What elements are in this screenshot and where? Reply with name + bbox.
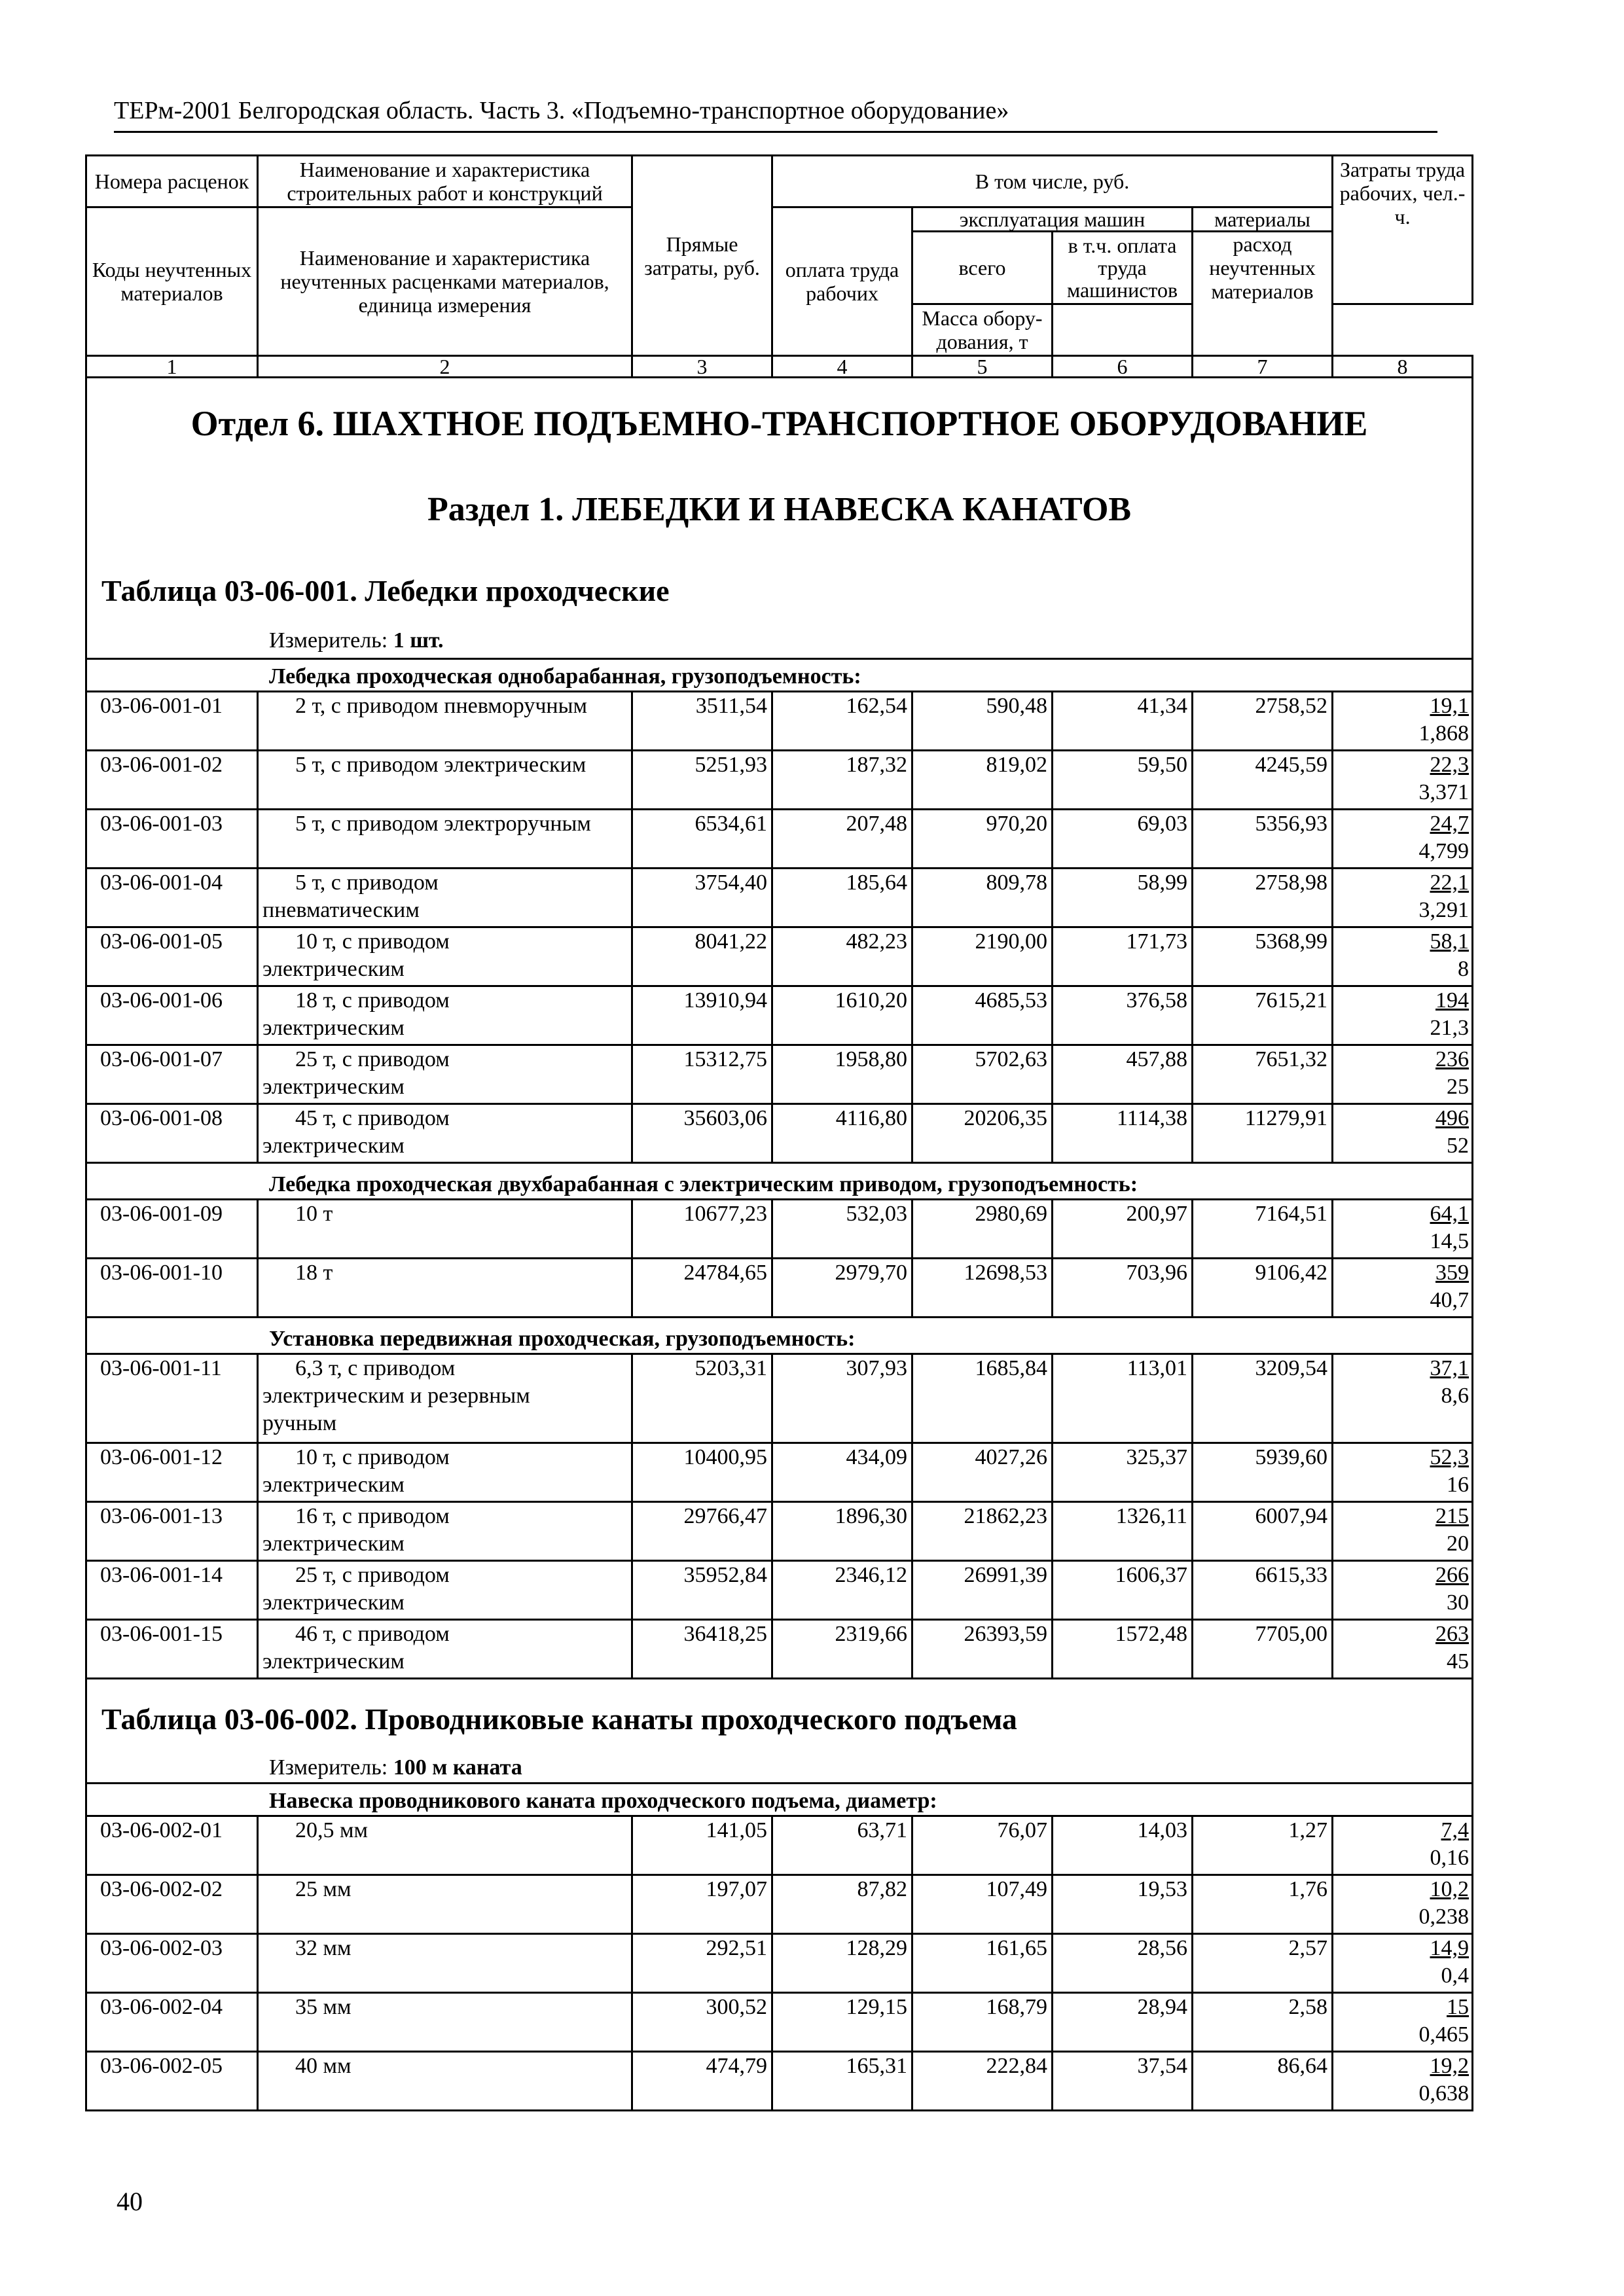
work-name — [258, 1259, 632, 1318]
labor-hours: 10,2 — [1430, 1877, 1470, 1901]
direct-costs: 474,79 — [632, 2052, 772, 2111]
direct-costs: 29766,47 — [632, 1502, 772, 1561]
rate-code: 03-06-001-14 — [86, 1561, 258, 1620]
rate-code: 03-06-001-07 — [86, 1045, 258, 1104]
equipment-mass: 45 — [1447, 1649, 1470, 1674]
work-name — [258, 2052, 632, 2111]
work-name — [258, 1620, 632, 1679]
rate-code: 03-06-002-03 — [86, 1934, 258, 1993]
table-row — [86, 869, 1473, 927]
work-name-line: 25 мм — [295, 1877, 352, 1901]
direct-costs: 3511,54 — [632, 692, 772, 751]
machine-ops-total: 4027,26 — [912, 1443, 1053, 1502]
materials-cost: 5356,93 — [1193, 810, 1333, 869]
work-name — [258, 1561, 632, 1620]
work-name-line: 6,3 т, с приводом — [295, 1356, 456, 1380]
equipment-mass: 52 — [1447, 1134, 1470, 1158]
department-title: Отдел 6. ШАХТНОЕ ПОДЪЕМНО-ТРАНСПОРТНОЕ ОБОРУДОВАНИЕ — [190, 404, 1368, 443]
group-heading: Лебедка проходческая двухбарабанная с электрическим приводом, грузоподъемность: — [86, 1163, 1473, 1200]
equipment-mass: 25 — [1447, 1075, 1470, 1099]
labor-hours: 37,1 — [1430, 1356, 1470, 1380]
table-row — [86, 810, 1473, 869]
machinist-pay: 28,94 — [1053, 1993, 1193, 2052]
labor-hours: 58,1 — [1430, 929, 1470, 954]
equipment-mass: 1,868 — [1418, 721, 1470, 745]
labor-and-mass — [1333, 1443, 1473, 1502]
machine-ops-total: 161,65 — [912, 1934, 1053, 1993]
rate-code: 03-06-001-04 — [86, 869, 258, 927]
machinist-pay: 58,99 — [1053, 869, 1193, 927]
equipment-mass: 20 — [1447, 1532, 1470, 1556]
header-rate-numbers: Номера расценок — [86, 156, 258, 207]
work-name — [258, 751, 632, 810]
direct-costs: 3754,40 — [632, 869, 772, 927]
direct-costs: 15312,75 — [632, 1045, 772, 1104]
direct-costs: 6534,61 — [632, 810, 772, 869]
header-machine-total: всего — [913, 232, 1053, 303]
equipment-mass: 4,799 — [1418, 839, 1470, 863]
column-number: 5 — [912, 356, 1053, 378]
labor-hours: 52,3 — [1430, 1445, 1470, 1469]
labor-and-mass — [1333, 1620, 1473, 1679]
machinist-pay: 14,03 — [1053, 1816, 1193, 1875]
rate-code: 03-06-002-05 — [86, 2052, 258, 2111]
meter-label: Измеритель: — [269, 628, 388, 653]
work-name-line: 40 мм — [295, 2054, 352, 2078]
labor-pay: 1896,30 — [772, 1502, 912, 1561]
table-row — [86, 1259, 1473, 1318]
labor-and-mass — [1333, 1502, 1473, 1561]
labor-pay: 532,03 — [772, 1200, 912, 1259]
work-name-line: электрическим — [262, 1473, 405, 1497]
labor-and-mass — [1333, 869, 1473, 927]
machine-ops-total: 2190,00 — [912, 927, 1053, 986]
meter-value: 100 м каната — [393, 1755, 522, 1780]
labor-pay: 4116,80 — [772, 1104, 912, 1163]
machinist-pay: 1572,48 — [1053, 1620, 1193, 1679]
materials-cost: 3209,54 — [1193, 1354, 1333, 1443]
rate-code: 03-06-001-05 — [86, 927, 258, 986]
equipment-mass: 14,5 — [1430, 1229, 1470, 1253]
machinist-pay: 1606,37 — [1053, 1561, 1193, 1620]
work-name-line: 10 т — [295, 1202, 333, 1226]
machine-ops-total: 76,07 — [912, 1816, 1053, 1875]
table-row — [86, 986, 1473, 1045]
work-name — [258, 1816, 632, 1875]
equipment-mass: 0,465 — [1418, 2022, 1470, 2047]
labor-pay: 2979,70 — [772, 1259, 912, 1318]
labor-and-mass — [1333, 1104, 1473, 1163]
section-title: Раздел 1. ЛЕБЕДКИ И НАВЕСКА КАНАТОВ — [427, 491, 1132, 528]
work-name-line: 20,5 мм — [295, 1818, 369, 1842]
machine-ops-total: 26991,39 — [912, 1561, 1053, 1620]
equipment-mass: 0,238 — [1418, 1905, 1470, 1929]
work-name-line: пневматическим — [262, 898, 420, 922]
materials-cost: 2,58 — [1193, 1993, 1333, 2052]
equipment-mass: 30 — [1447, 1590, 1470, 1615]
labor-and-mass — [1333, 1816, 1473, 1875]
labor-hours: 22,3 — [1430, 753, 1470, 777]
table-row — [86, 1443, 1473, 1502]
table-row — [86, 1934, 1473, 1993]
header-direct-costs: Прямые затраты, руб. — [632, 156, 772, 356]
work-name-line: 25 т, с приводом — [295, 1047, 450, 1071]
labor-and-mass — [1333, 1875, 1473, 1934]
labor-pay: 185,64 — [772, 869, 912, 927]
labor-pay: 2346,12 — [772, 1561, 912, 1620]
labor-pay: 434,09 — [772, 1443, 912, 1502]
header-labor-pay: оплата труда рабочих — [772, 207, 912, 356]
labor-hours: 14,9 — [1430, 1936, 1470, 1960]
running-header: ТЕРм-2001 Белгородская область. Часть 3. «Подъемно-транспортное оборудование» — [114, 96, 1437, 133]
column-number: 4 — [772, 356, 912, 378]
machinist-pay: 325,37 — [1053, 1443, 1193, 1502]
work-name — [258, 810, 632, 869]
machinist-pay: 37,54 — [1053, 2052, 1193, 2111]
labor-and-mass — [1333, 810, 1473, 869]
labor-pay: 87,82 — [772, 1875, 912, 1934]
machine-ops-total: 590,48 — [912, 692, 1053, 751]
work-name-line: электрическим — [262, 1016, 405, 1040]
work-name-line: электрическим — [262, 1134, 405, 1158]
rate-code: 03-06-001-11 — [86, 1354, 258, 1443]
work-name-line: ручным — [262, 1411, 337, 1435]
labor-and-mass — [1333, 1934, 1473, 1993]
rate-code: 03-06-001-06 — [86, 986, 258, 1045]
equipment-mass: 0,638 — [1418, 2081, 1470, 2106]
direct-costs: 292,51 — [632, 1934, 772, 1993]
header-material-codes: Коды неучтенных материалов — [86, 207, 258, 356]
rate-code: 03-06-001-13 — [86, 1502, 258, 1561]
column-number: 8 — [1333, 356, 1473, 378]
meter-value: 1 шт. — [393, 628, 444, 653]
materials-cost: 5368,99 — [1193, 927, 1333, 986]
labor-pay: 187,32 — [772, 751, 912, 810]
labor-and-mass — [1333, 986, 1473, 1045]
labor-and-mass — [1333, 1259, 1473, 1318]
group-heading: Установка передвижная проходческая, грузоподъемность: — [86, 1318, 1473, 1354]
header-machine-ops: эксплуатация машин — [913, 208, 1191, 232]
labor-hours: 263 — [1435, 1622, 1470, 1646]
rate-code: 03-06-001-15 — [86, 1620, 258, 1679]
labor-and-mass — [1333, 1561, 1473, 1620]
direct-costs: 10400,95 — [632, 1443, 772, 1502]
work-name — [258, 1875, 632, 1934]
direct-costs: 10677,23 — [632, 1200, 772, 1259]
table-title: Таблица 03-06-002. Проводниковые канаты проходческого подъема — [101, 1702, 1017, 1736]
header-labor-costs: Затраты труда рабочих, чел.-ч. — [1333, 156, 1473, 304]
table-row — [86, 692, 1473, 751]
rate-code: 03-06-001-03 — [86, 810, 258, 869]
materials-cost: 9106,42 — [1193, 1259, 1333, 1318]
labor-pay: 128,29 — [772, 1934, 912, 1993]
work-name — [258, 986, 632, 1045]
group-heading: Навеска проводникового каната проходческого подъема, диаметр: — [86, 1784, 1473, 1816]
materials-cost: 86,64 — [1193, 2052, 1333, 2111]
labor-hours: 24,7 — [1430, 812, 1470, 836]
work-name-line: 35 мм — [295, 1995, 352, 2019]
table-meter — [269, 627, 444, 655]
machine-ops-total: 1685,84 — [912, 1354, 1053, 1443]
direct-costs: 35952,84 — [632, 1561, 772, 1620]
rate-code: 03-06-002-01 — [86, 1816, 258, 1875]
machine-ops-total: 819,02 — [912, 751, 1053, 810]
materials-cost: 6007,94 — [1193, 1502, 1333, 1561]
labor-hours: 64,1 — [1430, 1202, 1470, 1226]
machinist-pay: 1326,11 — [1053, 1502, 1193, 1561]
table-row — [86, 1875, 1473, 1934]
work-name — [258, 1354, 632, 1443]
materials-cost: 2,57 — [1193, 1934, 1333, 1993]
machine-ops-total: 5702,63 — [912, 1045, 1053, 1104]
labor-pay: 165,31 — [772, 2052, 912, 2111]
table-meter — [269, 1754, 522, 1782]
direct-costs: 24784,65 — [632, 1259, 772, 1318]
materials-cost: 1,27 — [1193, 1816, 1333, 1875]
header-material-name: Наименование и характеристика неучтенных расценками материалов, единица измерения — [258, 207, 632, 356]
materials-cost: 1,76 — [1193, 1875, 1333, 1934]
machine-ops-total: 168,79 — [912, 1993, 1053, 2052]
work-name-line: 5 т, с приводом — [295, 870, 439, 895]
work-name-line: электрическим — [262, 1075, 405, 1099]
labor-hours: 236 — [1435, 1047, 1470, 1071]
rate-code: 03-06-001-01 — [86, 692, 258, 751]
direct-costs: 197,07 — [632, 1875, 772, 1934]
table-title: Таблица 03-06-001. Лебедки проходческие — [101, 574, 670, 607]
header-in-that-number: В том числе, руб. — [772, 156, 1333, 207]
labor-hours: 22,1 — [1430, 870, 1470, 895]
work-name — [258, 1502, 632, 1561]
machinist-pay: 457,88 — [1053, 1045, 1193, 1104]
equipment-mass: 8,6 — [1441, 1384, 1470, 1408]
machinist-pay: 28,56 — [1053, 1934, 1193, 1993]
work-name-line: 18 т, с приводом — [295, 988, 450, 1013]
work-name — [258, 869, 632, 927]
meter-label: Измеритель: — [269, 1755, 388, 1780]
work-name — [258, 1045, 632, 1104]
header-unaccounted-materials: расход неучтенных материалов — [1209, 232, 1316, 303]
table-row — [86, 1354, 1473, 1443]
materials-cost: 2758,98 — [1193, 869, 1333, 927]
labor-pay: 2319,66 — [772, 1620, 912, 1679]
labor-hours: 215 — [1435, 1504, 1470, 1528]
work-name-line: 25 т, с приводом — [295, 1563, 450, 1587]
materials-cost: 5939,60 — [1193, 1443, 1333, 1502]
work-name-line: электрическим — [262, 957, 405, 981]
table-row — [86, 1502, 1473, 1561]
machinist-pay: 1114,38 — [1053, 1104, 1193, 1163]
direct-costs: 5251,93 — [632, 751, 772, 810]
header-equipment-mass: Масса обору-дования, т — [912, 304, 1053, 356]
direct-costs: 13910,94 — [632, 986, 772, 1045]
column-number: 7 — [1193, 356, 1333, 378]
work-name — [258, 692, 632, 751]
work-name — [258, 1443, 632, 1502]
work-name-line: 32 мм — [295, 1936, 352, 1960]
labor-pay: 129,15 — [772, 1993, 912, 2052]
group-heading: Лебедка проходческая однобарабанная, грузоподъемность: — [86, 659, 1473, 692]
table-row — [86, 927, 1473, 986]
table-row — [86, 1200, 1473, 1259]
machine-ops-total: 970,20 — [912, 810, 1053, 869]
labor-pay: 482,23 — [772, 927, 912, 986]
work-name — [258, 927, 632, 986]
work-name-line: 5 т, с приводом электрическим — [295, 753, 586, 777]
labor-hours: 19,1 — [1430, 694, 1470, 718]
machinist-pay: 703,96 — [1053, 1259, 1193, 1318]
work-name-line: 5 т, с приводом электроручным — [295, 812, 591, 836]
labor-and-mass — [1333, 692, 1473, 751]
machine-ops-total: 4685,53 — [912, 986, 1053, 1045]
table2-intro — [86, 1679, 1473, 1784]
section-intro — [86, 378, 1473, 659]
column-number: 3 — [632, 356, 772, 378]
direct-costs: 300,52 — [632, 1993, 772, 2052]
labor-and-mass — [1333, 751, 1473, 810]
direct-costs: 8041,22 — [632, 927, 772, 986]
machinist-pay: 171,73 — [1053, 927, 1193, 986]
work-name-line: 18 т — [295, 1261, 333, 1285]
materials-cost: 7164,51 — [1193, 1200, 1333, 1259]
labor-pay: 1958,80 — [772, 1045, 912, 1104]
machine-ops-total: 26393,59 — [912, 1620, 1053, 1679]
work-name-line: 46 т, с приводом — [295, 1622, 450, 1646]
table-row — [86, 1045, 1473, 1104]
header-materials: материалы — [1193, 208, 1331, 232]
table-row — [86, 1993, 1473, 2052]
materials-cost: 7651,32 — [1193, 1045, 1333, 1104]
work-name-line: 16 т, с приводом — [295, 1504, 450, 1528]
machine-ops-total: 21862,23 — [912, 1502, 1053, 1561]
column-number: 6 — [1053, 356, 1193, 378]
table-row — [86, 751, 1473, 810]
table-row — [86, 1620, 1473, 1679]
work-name — [258, 1200, 632, 1259]
materials-cost: 6615,33 — [1193, 1561, 1333, 1620]
labor-hours: 359 — [1435, 1261, 1470, 1285]
machinist-pay: 41,34 — [1053, 692, 1193, 751]
materials-cost: 4245,59 — [1193, 751, 1333, 810]
labor-hours: 7,4 — [1441, 1818, 1470, 1842]
rate-code: 03-06-001-10 — [86, 1259, 258, 1318]
work-name-line: 10 т, с приводом — [295, 929, 450, 954]
machinist-pay: 376,58 — [1053, 986, 1193, 1045]
machinist-pay: 59,50 — [1053, 751, 1193, 810]
machinist-pay: 69,03 — [1053, 810, 1193, 869]
equipment-mass: 3,371 — [1418, 780, 1470, 804]
work-name-line: 45 т, с приводом — [295, 1106, 450, 1130]
machine-ops-total: 107,49 — [912, 1875, 1053, 1934]
machine-ops-total: 2980,69 — [912, 1200, 1053, 1259]
labor-and-mass — [1333, 1354, 1473, 1443]
table-row — [86, 1816, 1473, 1875]
direct-costs: 35603,06 — [632, 1104, 772, 1163]
header-machinist-pay: в т.ч. оплата труда машинистов — [1066, 234, 1178, 302]
labor-and-mass — [1333, 927, 1473, 986]
work-name — [258, 1934, 632, 1993]
labor-and-mass — [1333, 2052, 1473, 2111]
machine-ops-total: 20206,35 — [912, 1104, 1053, 1163]
equipment-mass: 21,3 — [1430, 1016, 1470, 1040]
machine-ops-total: 809,78 — [912, 869, 1053, 927]
rate-code: 03-06-001-12 — [86, 1443, 258, 1502]
labor-hours: 496 — [1435, 1106, 1470, 1130]
labor-pay: 162,54 — [772, 692, 912, 751]
labor-hours: 194 — [1435, 988, 1470, 1013]
work-name — [258, 1104, 632, 1163]
work-name — [258, 1993, 632, 2052]
materials-cost: 11279,91 — [1193, 1104, 1333, 1163]
direct-costs: 5203,31 — [632, 1354, 772, 1443]
labor-hours: 19,2 — [1430, 2054, 1470, 2078]
rate-code: 03-06-001-08 — [86, 1104, 258, 1163]
machinist-pay: 19,53 — [1053, 1875, 1193, 1934]
labor-pay: 307,93 — [772, 1354, 912, 1443]
work-name-line: 2 т, с приводом пневморучным — [295, 694, 587, 718]
table-row — [86, 1561, 1473, 1620]
equipment-mass: 3,291 — [1418, 898, 1470, 922]
machine-ops-total: 222,84 — [912, 2052, 1053, 2111]
labor-pay: 207,48 — [772, 810, 912, 869]
labor-pay: 63,71 — [772, 1816, 912, 1875]
rate-code: 03-06-001-09 — [86, 1200, 258, 1259]
materials-cost: 7705,00 — [1193, 1620, 1333, 1679]
labor-hours: 266 — [1435, 1563, 1470, 1587]
equipment-mass: 16 — [1447, 1473, 1470, 1497]
machinist-pay: 200,97 — [1053, 1200, 1193, 1259]
page-number: 40 — [117, 2187, 143, 2216]
work-name-line: электрическим и резервным — [262, 1384, 530, 1408]
work-name-line: электрическим — [262, 1649, 405, 1674]
rate-code: 03-06-001-02 — [86, 751, 258, 810]
column-number: 1 — [86, 356, 258, 378]
work-name-line: 10 т, с приводом — [295, 1445, 450, 1469]
equipment-mass: 0,16 — [1430, 1846, 1470, 1870]
machine-ops-total: 12698,53 — [912, 1259, 1053, 1318]
direct-costs: 141,05 — [632, 1816, 772, 1875]
materials-cost: 2758,52 — [1193, 692, 1333, 751]
rate-code: 03-06-002-02 — [86, 1875, 258, 1934]
labor-and-mass — [1333, 1993, 1473, 2052]
labor-and-mass — [1333, 1045, 1473, 1104]
direct-costs: 36418,25 — [632, 1620, 772, 1679]
column-number: 2 — [258, 356, 632, 378]
equipment-mass: 40,7 — [1430, 1288, 1470, 1312]
work-name-line: электрическим — [262, 1532, 405, 1556]
equipment-mass: 0,4 — [1441, 1964, 1470, 1988]
header-work-name: Наименование и характеристика строительных работ и конструкций — [258, 156, 632, 207]
materials-cost: 7615,21 — [1193, 986, 1333, 1045]
price-table — [85, 154, 1473, 2111]
table-row — [86, 2052, 1473, 2111]
work-name-line: электрическим — [262, 1590, 405, 1615]
labor-and-mass — [1333, 1200, 1473, 1259]
labor-hours: 15 — [1447, 1995, 1470, 2019]
table-row — [86, 1104, 1473, 1163]
labor-pay: 1610,20 — [772, 986, 912, 1045]
machinist-pay: 113,01 — [1053, 1354, 1193, 1443]
equipment-mass: 8 — [1458, 957, 1470, 981]
rate-code: 03-06-002-04 — [86, 1993, 258, 2052]
